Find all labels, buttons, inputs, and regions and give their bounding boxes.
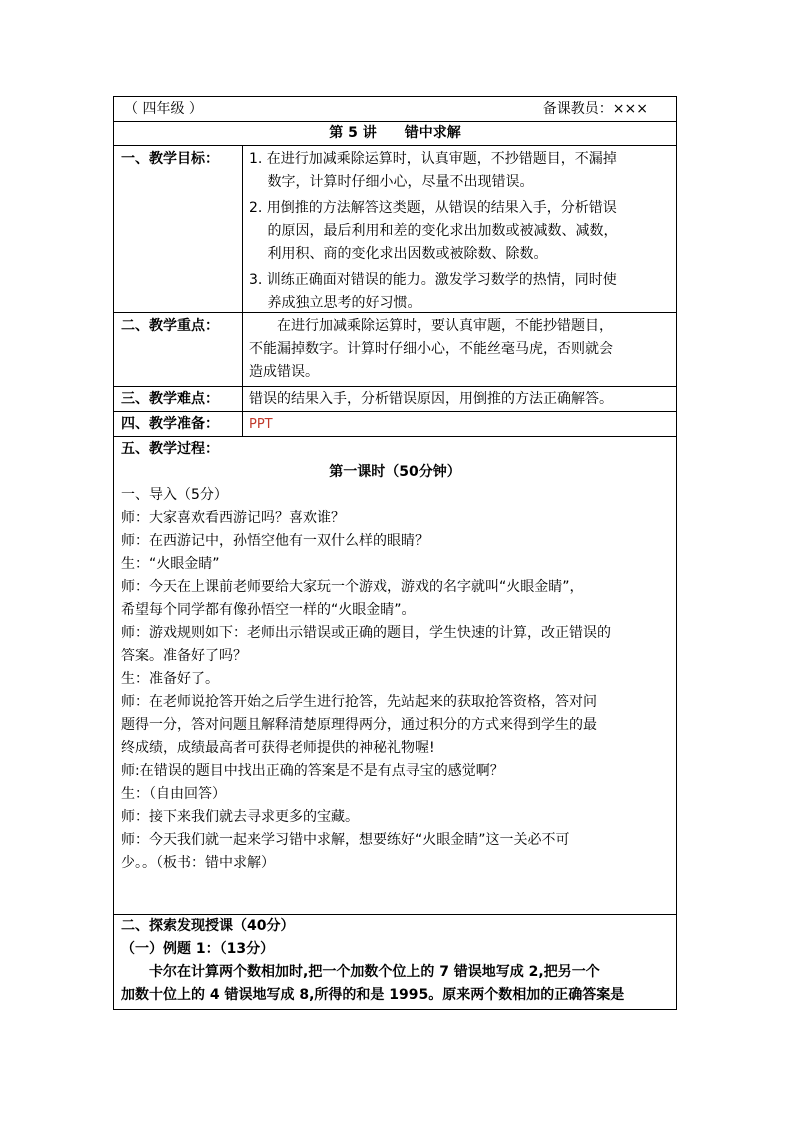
process-label: 五、教学过程： <box>121 441 219 457</box>
goal-line: 2. 用倒推的方法解答这类题，从错误的结果入手，分析错误 <box>249 200 617 216</box>
preparation-row <box>114 412 676 437</box>
key-point-line: 造成错误。 <box>249 364 319 380</box>
dialogue-line: 师：游戏规则如下：老师出示错误或正确的题目，学生快速的计算，改正错误的 <box>121 625 611 641</box>
goal-line: 数字，计算时仔细小心，尽量不出现错误。 <box>249 174 534 190</box>
dialogue-line: 师：大家喜欢看西游记吗？喜欢谁？ <box>121 510 345 526</box>
key-points-label: 二、教学重点： <box>121 318 219 334</box>
dialogue-line: 师：接下来我们就去寻求更多的宝藏。 <box>121 809 359 825</box>
goal-line: 1. 在进行加减乘除运算时，认真审题，不抄错题目，不漏掉 <box>249 151 617 167</box>
goal-line: 的原因，最后利用和差的变化求出加数或被减数、减数， <box>249 223 618 239</box>
dialogue-line: 师：今天在上课前老师要给大家玩一个游戏，游戏的名字就叫“火眼金睛”， <box>121 579 584 595</box>
dialogue-line: 答案。准备好了吗？ <box>121 648 247 664</box>
title-row <box>114 122 676 146</box>
goals-row <box>114 146 676 313</box>
dialogue-line: 生：（自由回答） <box>121 786 226 802</box>
dialogue-line: 师：今天我们就一起来学习错中求解，想要练好“火眼金睛”这一关必不可 <box>121 832 570 848</box>
example-line: 卡尔在计算两个数相加时,把一个加数个位上的 7 错误地写成 2,把另一个 <box>121 964 600 980</box>
dialogue-line: 终成绩，成绩最高者可获得老师提供的神秘礼物喔! <box>121 740 435 756</box>
dialogue-line: 生：准备好了。 <box>121 671 219 687</box>
goals-label: 一、教学目标： <box>121 151 219 167</box>
dialogue-line: 一、导入（5分） <box>121 487 228 503</box>
dialogue-line: 题得一分，答对问题且解释清楚原理得两分，通过积分的方式来得到学生的最 <box>121 717 597 733</box>
header-row <box>114 97 676 122</box>
difficulties-row <box>114 387 676 412</box>
session-title: 第一课时（50分钟） <box>329 464 461 480</box>
goal-line: 养成独立思考的好习惯。 <box>249 295 422 311</box>
preparation-label: 四、教学准备： <box>121 416 219 432</box>
lesson-plan-table <box>113 96 677 1010</box>
lesson-title: 第 5 讲 错中求解 <box>329 125 461 141</box>
dialogue-line: 师：在西游记中，孙悟空他有一双什么样的眼睛？ <box>121 533 429 549</box>
example-line: 加数十位上的 4 错误地写成 8,所得的和是 1995。原来两个数相加的正确答案是 <box>121 987 625 1003</box>
teacher-label: 备课教员：××× <box>542 101 648 117</box>
process-section <box>114 437 676 915</box>
explore-section <box>114 915 676 1011</box>
dialogue-line: 少。。（板书：错中求解） <box>121 855 275 871</box>
difficulties-label: 三、教学难点： <box>121 391 219 407</box>
difficulties-text: 错误的结果入手，分析错误原因，用倒推的方法正确解答。 <box>249 391 613 407</box>
key-points-row <box>114 313 676 387</box>
goal-line: 3. 训练正确面对错误的能力。激发学习数学的热情，同时使 <box>249 272 617 288</box>
key-point-line: 在进行加减乘除运算时，要认真审题，不能抄错题目， <box>249 318 613 334</box>
dialogue-line: 师：在老师说抢答开始之后学生进行抢答，先站起来的获取抢答资格，答对问 <box>121 694 597 710</box>
key-point-line: 不能漏掉数字。计算时仔细小心，不能丝毫马虎，否则就会 <box>249 341 613 357</box>
goal-line: 利用积、商的变化求出因数或被除数、除数。 <box>249 246 548 262</box>
example-title: （一）例题 1：（13分） <box>121 941 275 957</box>
dialogue-line: 生：“火眼金睛” <box>121 556 220 572</box>
explore-title: 二、探索发现授课（40分） <box>121 918 295 934</box>
preparation-text: PPT <box>249 417 273 432</box>
grade-label: （ 四年级 ） <box>124 101 203 117</box>
dialogue-line: 希望每个同学都有像孙悟空一样的“火眼金睛”。 <box>121 602 416 618</box>
dialogue-line: 师:在错误的题目中找出正确的答案是不是有点寻宝的感觉啊？ <box>121 763 504 779</box>
